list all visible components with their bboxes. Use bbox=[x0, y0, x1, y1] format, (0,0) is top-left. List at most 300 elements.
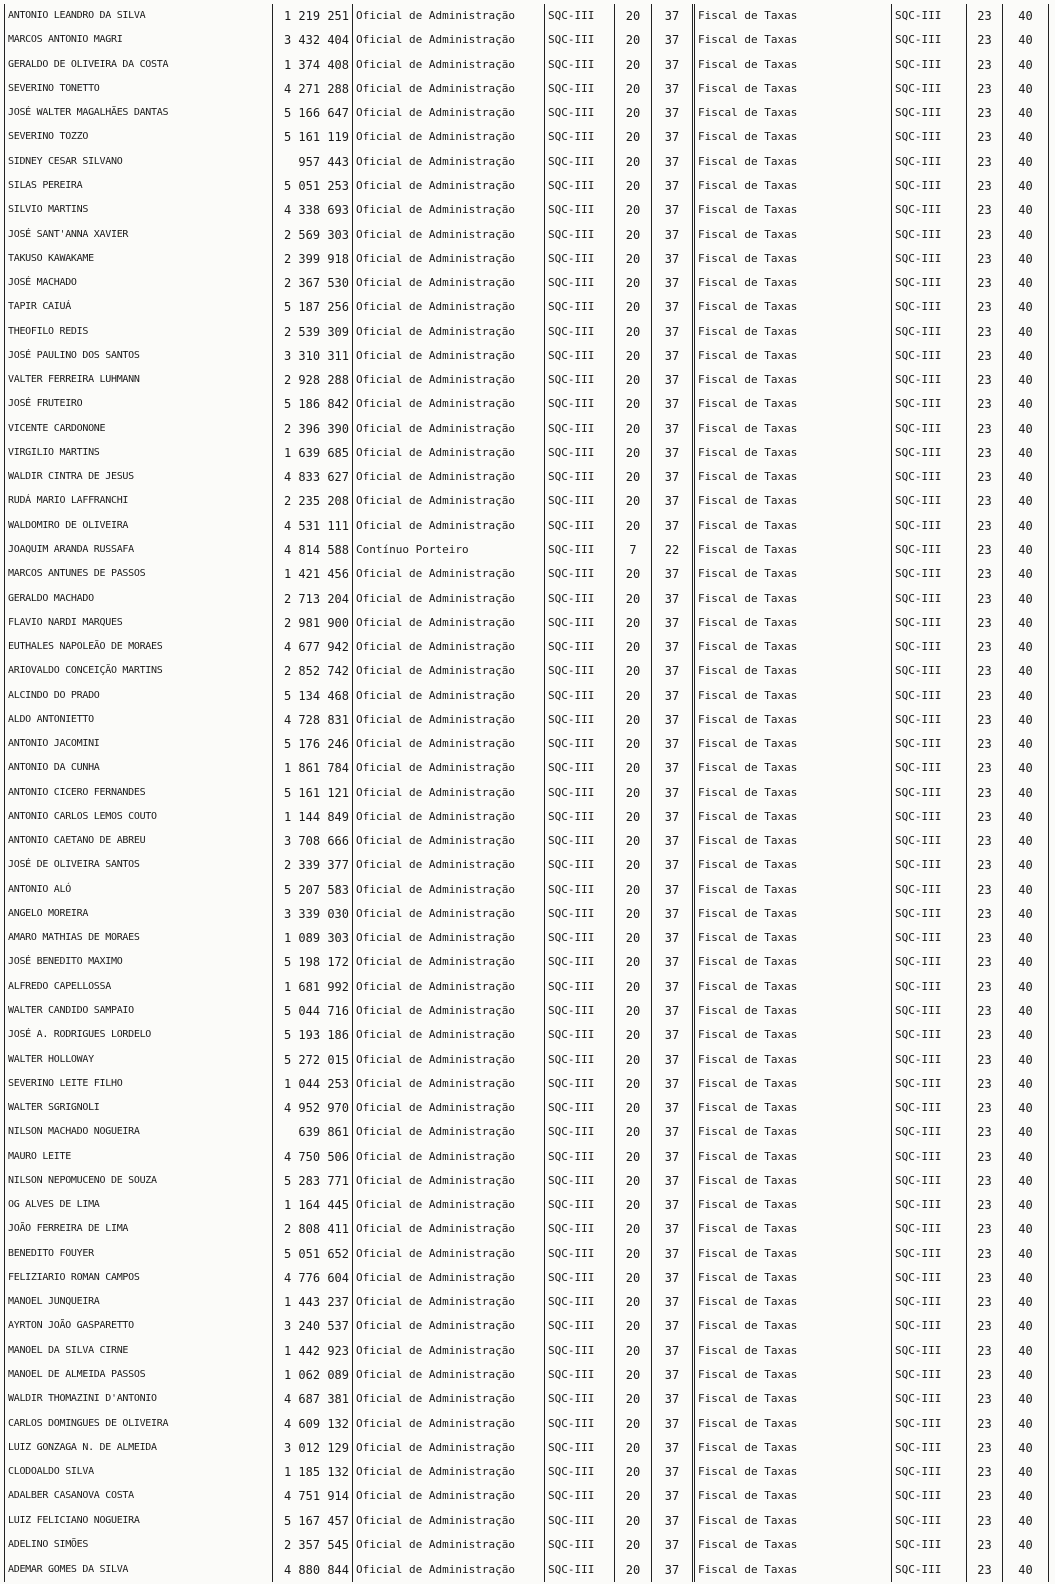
new-position: Fiscal de Taxas bbox=[694, 611, 892, 635]
current-reference: 37 bbox=[652, 1339, 694, 1363]
new-class: SQC-III bbox=[892, 586, 967, 610]
current-class: SQC-III bbox=[545, 417, 615, 441]
new-reference: 40 bbox=[1003, 975, 1049, 999]
registration-number: 2 539 309 bbox=[273, 319, 353, 343]
new-class: SQC-III bbox=[892, 77, 967, 101]
current-reference: 37 bbox=[652, 1460, 694, 1484]
current-level: 20 bbox=[615, 1557, 652, 1582]
employee-name: JOSÉ MACHADO bbox=[5, 271, 273, 295]
employee-name: BENEDITO FOUYER bbox=[5, 1242, 273, 1266]
current-position: Oficial de Administração bbox=[353, 295, 545, 319]
new-level: 23 bbox=[967, 1290, 1003, 1314]
employee-name: VICENTE CARDONONE bbox=[5, 417, 273, 441]
current-reference: 37 bbox=[652, 999, 694, 1023]
current-class: SQC-III bbox=[545, 1363, 615, 1387]
current-reference: 37 bbox=[652, 562, 694, 586]
table-row bbox=[5, 1339, 1049, 1363]
table-row bbox=[5, 635, 1049, 659]
current-class: SQC-III bbox=[545, 28, 615, 52]
current-reference: 37 bbox=[652, 465, 694, 489]
current-reference: 37 bbox=[652, 319, 694, 343]
new-position: Fiscal de Taxas bbox=[694, 878, 892, 902]
current-class: SQC-III bbox=[545, 1217, 615, 1241]
new-level: 23 bbox=[967, 1096, 1003, 1120]
current-class: SQC-III bbox=[545, 1508, 615, 1532]
new-level: 23 bbox=[967, 538, 1003, 562]
roster-table bbox=[4, 4, 1049, 1582]
employee-name: ADELINO SIMÕES bbox=[5, 1533, 273, 1557]
table-row bbox=[5, 1387, 1049, 1411]
current-position: Oficial de Administração bbox=[353, 514, 545, 538]
new-reference: 40 bbox=[1003, 1557, 1049, 1582]
new-level: 23 bbox=[967, 829, 1003, 853]
new-level: 23 bbox=[967, 999, 1003, 1023]
current-class: SQC-III bbox=[545, 514, 615, 538]
new-class: SQC-III bbox=[892, 975, 967, 999]
new-class: SQC-III bbox=[892, 465, 967, 489]
registration-number: 2 367 530 bbox=[273, 271, 353, 295]
employee-name: ALCINDO DO PRADO bbox=[5, 683, 273, 707]
new-class: SQC-III bbox=[892, 1557, 967, 1582]
current-level: 20 bbox=[615, 1290, 652, 1314]
current-reference: 37 bbox=[652, 222, 694, 246]
current-class: SQC-III bbox=[545, 247, 615, 271]
new-reference: 40 bbox=[1003, 465, 1049, 489]
new-class: SQC-III bbox=[892, 247, 967, 271]
employee-name: JOSÉ PAULINO DOS SANTOS bbox=[5, 344, 273, 368]
new-class: SQC-III bbox=[892, 853, 967, 877]
employee-name: NILSON MACHADO NOGUEIRA bbox=[5, 1120, 273, 1144]
registration-number: 1 089 303 bbox=[273, 926, 353, 950]
table-row bbox=[5, 1047, 1049, 1071]
new-class: SQC-III bbox=[892, 1411, 967, 1435]
new-class: SQC-III bbox=[892, 392, 967, 416]
employee-name: ALFREDO CAPELLOSSA bbox=[5, 975, 273, 999]
table-row bbox=[5, 4, 1049, 28]
new-class: SQC-III bbox=[892, 271, 967, 295]
current-reference: 37 bbox=[652, 1023, 694, 1047]
employee-name: TAKUSO KAWAKAME bbox=[5, 247, 273, 271]
current-reference: 37 bbox=[652, 368, 694, 392]
new-class: SQC-III bbox=[892, 781, 967, 805]
current-level: 20 bbox=[615, 1144, 652, 1168]
employee-name: ANTONIO LEANDRO DA SILVA bbox=[5, 4, 273, 28]
current-reference: 37 bbox=[652, 1120, 694, 1144]
current-position: Oficial de Administração bbox=[353, 28, 545, 52]
table-row bbox=[5, 708, 1049, 732]
current-level: 20 bbox=[615, 1047, 652, 1071]
new-level: 23 bbox=[967, 174, 1003, 198]
new-reference: 40 bbox=[1003, 1363, 1049, 1387]
employee-name: ADEMAR GOMES DA SILVA bbox=[5, 1557, 273, 1582]
registration-number: 5 187 256 bbox=[273, 295, 353, 319]
new-reference: 40 bbox=[1003, 77, 1049, 101]
registration-number: 1 062 089 bbox=[273, 1363, 353, 1387]
new-reference: 40 bbox=[1003, 1411, 1049, 1435]
new-class: SQC-III bbox=[892, 489, 967, 513]
new-reference: 40 bbox=[1003, 222, 1049, 246]
current-position: Oficial de Administração bbox=[353, 1484, 545, 1508]
current-position: Oficial de Administração bbox=[353, 950, 545, 974]
new-class: SQC-III bbox=[892, 53, 967, 77]
new-reference: 40 bbox=[1003, 999, 1049, 1023]
new-reference: 40 bbox=[1003, 562, 1049, 586]
current-level: 20 bbox=[615, 344, 652, 368]
current-reference: 37 bbox=[652, 1363, 694, 1387]
current-level: 20 bbox=[615, 441, 652, 465]
table-row bbox=[5, 975, 1049, 999]
new-reference: 40 bbox=[1003, 417, 1049, 441]
table-row bbox=[5, 1460, 1049, 1484]
new-reference: 40 bbox=[1003, 1023, 1049, 1047]
new-reference: 40 bbox=[1003, 1072, 1049, 1096]
new-reference: 40 bbox=[1003, 756, 1049, 780]
new-level: 23 bbox=[967, 1023, 1003, 1047]
new-level: 23 bbox=[967, 77, 1003, 101]
current-reference: 37 bbox=[652, 756, 694, 780]
new-position: Fiscal de Taxas bbox=[694, 1387, 892, 1411]
current-position: Oficial de Administração bbox=[353, 1096, 545, 1120]
new-level: 23 bbox=[967, 28, 1003, 52]
current-class: SQC-III bbox=[545, 1144, 615, 1168]
employee-name: VIRGILIO MARTINS bbox=[5, 441, 273, 465]
current-class: SQC-III bbox=[545, 1072, 615, 1096]
current-class: SQC-III bbox=[545, 53, 615, 77]
current-level: 20 bbox=[615, 1023, 652, 1047]
current-position: Oficial de Administração bbox=[353, 319, 545, 343]
table-row bbox=[5, 1242, 1049, 1266]
new-position: Fiscal de Taxas bbox=[694, 756, 892, 780]
current-position: Oficial de Administração bbox=[353, 878, 545, 902]
current-level: 20 bbox=[615, 926, 652, 950]
new-class: SQC-III bbox=[892, 683, 967, 707]
employee-name: JOSÉ SANT'ANNA XAVIER bbox=[5, 222, 273, 246]
new-class: SQC-III bbox=[892, 319, 967, 343]
new-reference: 40 bbox=[1003, 514, 1049, 538]
employee-name: GERALDO MACHADO bbox=[5, 586, 273, 610]
employee-name: VALTER FERREIRA LUHMANN bbox=[5, 368, 273, 392]
new-class: SQC-III bbox=[892, 1120, 967, 1144]
employee-name: CLODOALDO SILVA bbox=[5, 1460, 273, 1484]
current-reference: 37 bbox=[652, 28, 694, 52]
employee-name: ANTONIO DA CUNHA bbox=[5, 756, 273, 780]
new-class: SQC-III bbox=[892, 1533, 967, 1557]
new-position: Fiscal de Taxas bbox=[694, 101, 892, 125]
new-reference: 40 bbox=[1003, 1484, 1049, 1508]
registration-number: 5 167 457 bbox=[273, 1508, 353, 1532]
new-level: 23 bbox=[967, 756, 1003, 780]
new-class: SQC-III bbox=[892, 1508, 967, 1532]
current-class: SQC-III bbox=[545, 538, 615, 562]
current-class: SQC-III bbox=[545, 174, 615, 198]
current-position: Oficial de Administração bbox=[353, 732, 545, 756]
current-class: SQC-III bbox=[545, 1339, 615, 1363]
current-position: Oficial de Administração bbox=[353, 635, 545, 659]
employee-name: MANOEL DE ALMEIDA PASSOS bbox=[5, 1363, 273, 1387]
current-reference: 37 bbox=[652, 1314, 694, 1338]
current-reference: 37 bbox=[652, 1411, 694, 1435]
new-position: Fiscal de Taxas bbox=[694, 198, 892, 222]
table-row bbox=[5, 489, 1049, 513]
current-class: SQC-III bbox=[545, 1096, 615, 1120]
new-reference: 40 bbox=[1003, 1266, 1049, 1290]
new-position: Fiscal de Taxas bbox=[694, 926, 892, 950]
new-position: Fiscal de Taxas bbox=[694, 1144, 892, 1168]
new-level: 23 bbox=[967, 805, 1003, 829]
table-row bbox=[5, 319, 1049, 343]
table-row bbox=[5, 1557, 1049, 1582]
new-level: 23 bbox=[967, 368, 1003, 392]
registration-number: 5 166 647 bbox=[273, 101, 353, 125]
new-reference: 40 bbox=[1003, 1436, 1049, 1460]
current-class: SQC-III bbox=[545, 1193, 615, 1217]
current-position: Oficial de Administração bbox=[353, 1169, 545, 1193]
current-level: 20 bbox=[615, 514, 652, 538]
new-class: SQC-III bbox=[892, 1339, 967, 1363]
new-reference: 40 bbox=[1003, 1508, 1049, 1532]
current-position: Oficial de Administração bbox=[353, 1314, 545, 1338]
current-reference: 37 bbox=[652, 1436, 694, 1460]
current-level: 20 bbox=[615, 4, 652, 28]
new-level: 23 bbox=[967, 1363, 1003, 1387]
employee-name: AYRTON JOÃO GASPARETTO bbox=[5, 1314, 273, 1338]
current-level: 20 bbox=[615, 417, 652, 441]
registration-number: 1 374 408 bbox=[273, 53, 353, 77]
employee-name: EUTHALES NAPOLEÃO DE MORAES bbox=[5, 635, 273, 659]
current-position: Oficial de Administração bbox=[353, 1363, 545, 1387]
current-reference: 37 bbox=[652, 1047, 694, 1071]
new-level: 23 bbox=[967, 1411, 1003, 1435]
new-level: 23 bbox=[967, 53, 1003, 77]
new-class: SQC-III bbox=[892, 174, 967, 198]
registration-number: 2 569 303 bbox=[273, 222, 353, 246]
current-class: SQC-III bbox=[545, 756, 615, 780]
current-class: SQC-III bbox=[545, 950, 615, 974]
employee-name: THEOFILO REDIS bbox=[5, 319, 273, 343]
current-level: 20 bbox=[615, 756, 652, 780]
current-position: Oficial de Administração bbox=[353, 417, 545, 441]
new-position: Fiscal de Taxas bbox=[694, 514, 892, 538]
current-level: 20 bbox=[615, 125, 652, 149]
new-class: SQC-III bbox=[892, 1169, 967, 1193]
current-position: Oficial de Administração bbox=[353, 1290, 545, 1314]
new-reference: 40 bbox=[1003, 368, 1049, 392]
current-level: 20 bbox=[615, 174, 652, 198]
current-position: Oficial de Administração bbox=[353, 853, 545, 877]
new-position: Fiscal de Taxas bbox=[694, 1460, 892, 1484]
current-class: SQC-III bbox=[545, 1436, 615, 1460]
current-position: Oficial de Administração bbox=[353, 1242, 545, 1266]
current-level: 20 bbox=[615, 1266, 652, 1290]
new-position: Fiscal de Taxas bbox=[694, 902, 892, 926]
new-reference: 40 bbox=[1003, 174, 1049, 198]
current-class: SQC-III bbox=[545, 829, 615, 853]
new-level: 23 bbox=[967, 659, 1003, 683]
new-position: Fiscal de Taxas bbox=[694, 659, 892, 683]
employee-name: WALDIR THOMAZINI D'ANTONIO bbox=[5, 1387, 273, 1411]
registration-number: 1 164 445 bbox=[273, 1193, 353, 1217]
new-level: 23 bbox=[967, 683, 1003, 707]
employee-name: MAURO LEITE bbox=[5, 1144, 273, 1168]
table-row bbox=[5, 732, 1049, 756]
employee-name: ANTONIO JACOMINI bbox=[5, 732, 273, 756]
registration-number: 5 198 172 bbox=[273, 950, 353, 974]
new-class: SQC-III bbox=[892, 222, 967, 246]
new-level: 23 bbox=[967, 853, 1003, 877]
new-reference: 40 bbox=[1003, 829, 1049, 853]
new-class: SQC-III bbox=[892, 1460, 967, 1484]
current-reference: 37 bbox=[652, 198, 694, 222]
employee-name: LUIZ GONZAGA N. DE ALMEIDA bbox=[5, 1436, 273, 1460]
registration-number: 5 176 246 bbox=[273, 732, 353, 756]
new-position: Fiscal de Taxas bbox=[694, 562, 892, 586]
current-level: 20 bbox=[615, 489, 652, 513]
registration-number: 2 808 411 bbox=[273, 1217, 353, 1241]
new-reference: 40 bbox=[1003, 926, 1049, 950]
employee-name: ANTONIO ALÓ bbox=[5, 878, 273, 902]
current-level: 20 bbox=[615, 53, 652, 77]
current-reference: 37 bbox=[652, 441, 694, 465]
new-class: SQC-III bbox=[892, 999, 967, 1023]
employee-name: WALTER CANDIDO SAMPAIO bbox=[5, 999, 273, 1023]
new-reference: 40 bbox=[1003, 1096, 1049, 1120]
current-level: 20 bbox=[615, 1120, 652, 1144]
new-level: 23 bbox=[967, 417, 1003, 441]
current-level: 20 bbox=[615, 28, 652, 52]
new-position: Fiscal de Taxas bbox=[694, 1096, 892, 1120]
current-class: SQC-III bbox=[545, 926, 615, 950]
current-level: 20 bbox=[615, 1193, 652, 1217]
current-position: Oficial de Administração bbox=[353, 1193, 545, 1217]
current-level: 20 bbox=[615, 950, 652, 974]
current-position: Oficial de Administração bbox=[353, 1072, 545, 1096]
new-class: SQC-III bbox=[892, 1484, 967, 1508]
new-position: Fiscal de Taxas bbox=[694, 319, 892, 343]
new-position: Fiscal de Taxas bbox=[694, 368, 892, 392]
current-class: SQC-III bbox=[545, 368, 615, 392]
table-row bbox=[5, 174, 1049, 198]
current-position: Oficial de Administração bbox=[353, 150, 545, 174]
current-level: 20 bbox=[615, 1484, 652, 1508]
current-class: SQC-III bbox=[545, 150, 615, 174]
new-reference: 40 bbox=[1003, 1169, 1049, 1193]
new-position: Fiscal de Taxas bbox=[694, 1120, 892, 1144]
new-class: SQC-III bbox=[892, 417, 967, 441]
employee-name: ANGELO MOREIRA bbox=[5, 902, 273, 926]
current-class: SQC-III bbox=[545, 465, 615, 489]
current-reference: 37 bbox=[652, 1508, 694, 1532]
registration-number: 3 240 537 bbox=[273, 1314, 353, 1338]
registration-number: 3 012 129 bbox=[273, 1436, 353, 1460]
current-position: Oficial de Administração bbox=[353, 756, 545, 780]
table-row bbox=[5, 417, 1049, 441]
current-level: 20 bbox=[615, 781, 652, 805]
new-position: Fiscal de Taxas bbox=[694, 1266, 892, 1290]
new-level: 23 bbox=[967, 125, 1003, 149]
employee-name: JOSÉ A. RODRIGUES LORDELO bbox=[5, 1023, 273, 1047]
current-level: 20 bbox=[615, 1169, 652, 1193]
current-reference: 37 bbox=[652, 635, 694, 659]
current-position: Oficial de Administração bbox=[353, 659, 545, 683]
new-class: SQC-III bbox=[892, 368, 967, 392]
current-reference: 37 bbox=[652, 732, 694, 756]
current-class: SQC-III bbox=[545, 319, 615, 343]
current-level: 20 bbox=[615, 805, 652, 829]
employee-name: JOSÉ WALTER MAGALHÃES DANTAS bbox=[5, 101, 273, 125]
new-level: 23 bbox=[967, 975, 1003, 999]
table-row bbox=[5, 1411, 1049, 1435]
current-class: SQC-III bbox=[545, 586, 615, 610]
new-level: 23 bbox=[967, 1120, 1003, 1144]
current-position: Oficial de Administração bbox=[353, 1387, 545, 1411]
current-level: 20 bbox=[615, 975, 652, 999]
current-reference: 37 bbox=[652, 1072, 694, 1096]
new-reference: 40 bbox=[1003, 611, 1049, 635]
new-class: SQC-III bbox=[892, 805, 967, 829]
current-position: Oficial de Administração bbox=[353, 441, 545, 465]
new-class: SQC-III bbox=[892, 902, 967, 926]
current-level: 20 bbox=[615, 1508, 652, 1532]
new-class: SQC-III bbox=[892, 28, 967, 52]
new-position: Fiscal de Taxas bbox=[694, 1557, 892, 1582]
new-position: Fiscal de Taxas bbox=[694, 125, 892, 149]
current-reference: 37 bbox=[652, 174, 694, 198]
new-level: 23 bbox=[967, 1169, 1003, 1193]
current-class: SQC-III bbox=[545, 392, 615, 416]
new-level: 23 bbox=[967, 732, 1003, 756]
new-reference: 40 bbox=[1003, 1193, 1049, 1217]
current-position: Oficial de Administração bbox=[353, 1144, 545, 1168]
new-position: Fiscal de Taxas bbox=[694, 829, 892, 853]
employee-name: WALTER HOLLOWAY bbox=[5, 1047, 273, 1071]
current-reference: 37 bbox=[652, 1096, 694, 1120]
employee-name: JOSÉ BENEDITO MAXIMO bbox=[5, 950, 273, 974]
employee-name: ALDO ANTONIETTO bbox=[5, 708, 273, 732]
registration-number: 2 357 545 bbox=[273, 1533, 353, 1557]
current-level: 20 bbox=[615, 1363, 652, 1387]
current-reference: 37 bbox=[652, 392, 694, 416]
registration-number: 4 271 288 bbox=[273, 77, 353, 101]
current-reference: 37 bbox=[652, 514, 694, 538]
table-row bbox=[5, 926, 1049, 950]
new-reference: 40 bbox=[1003, 392, 1049, 416]
new-reference: 40 bbox=[1003, 708, 1049, 732]
registration-number: 1 219 251 bbox=[273, 4, 353, 28]
current-position: Oficial de Administração bbox=[353, 1266, 545, 1290]
current-class: SQC-III bbox=[545, 805, 615, 829]
new-position: Fiscal de Taxas bbox=[694, 417, 892, 441]
current-class: SQC-III bbox=[545, 659, 615, 683]
current-position: Oficial de Administração bbox=[353, 77, 545, 101]
new-class: SQC-III bbox=[892, 441, 967, 465]
current-reference: 37 bbox=[652, 1533, 694, 1557]
current-reference: 37 bbox=[652, 611, 694, 635]
registration-number: 3 708 666 bbox=[273, 829, 353, 853]
registration-number: 4 776 604 bbox=[273, 1266, 353, 1290]
current-level: 20 bbox=[615, 829, 652, 853]
new-reference: 40 bbox=[1003, 538, 1049, 562]
employee-name: CARLOS DOMINGUES DE OLIVEIRA bbox=[5, 1411, 273, 1435]
new-level: 23 bbox=[967, 101, 1003, 125]
current-class: SQC-III bbox=[545, 1047, 615, 1071]
new-reference: 40 bbox=[1003, 441, 1049, 465]
new-position: Fiscal de Taxas bbox=[694, 441, 892, 465]
new-reference: 40 bbox=[1003, 1144, 1049, 1168]
current-reference: 37 bbox=[652, 101, 694, 125]
new-position: Fiscal de Taxas bbox=[694, 538, 892, 562]
current-class: SQC-III bbox=[545, 1242, 615, 1266]
current-class: SQC-III bbox=[545, 77, 615, 101]
